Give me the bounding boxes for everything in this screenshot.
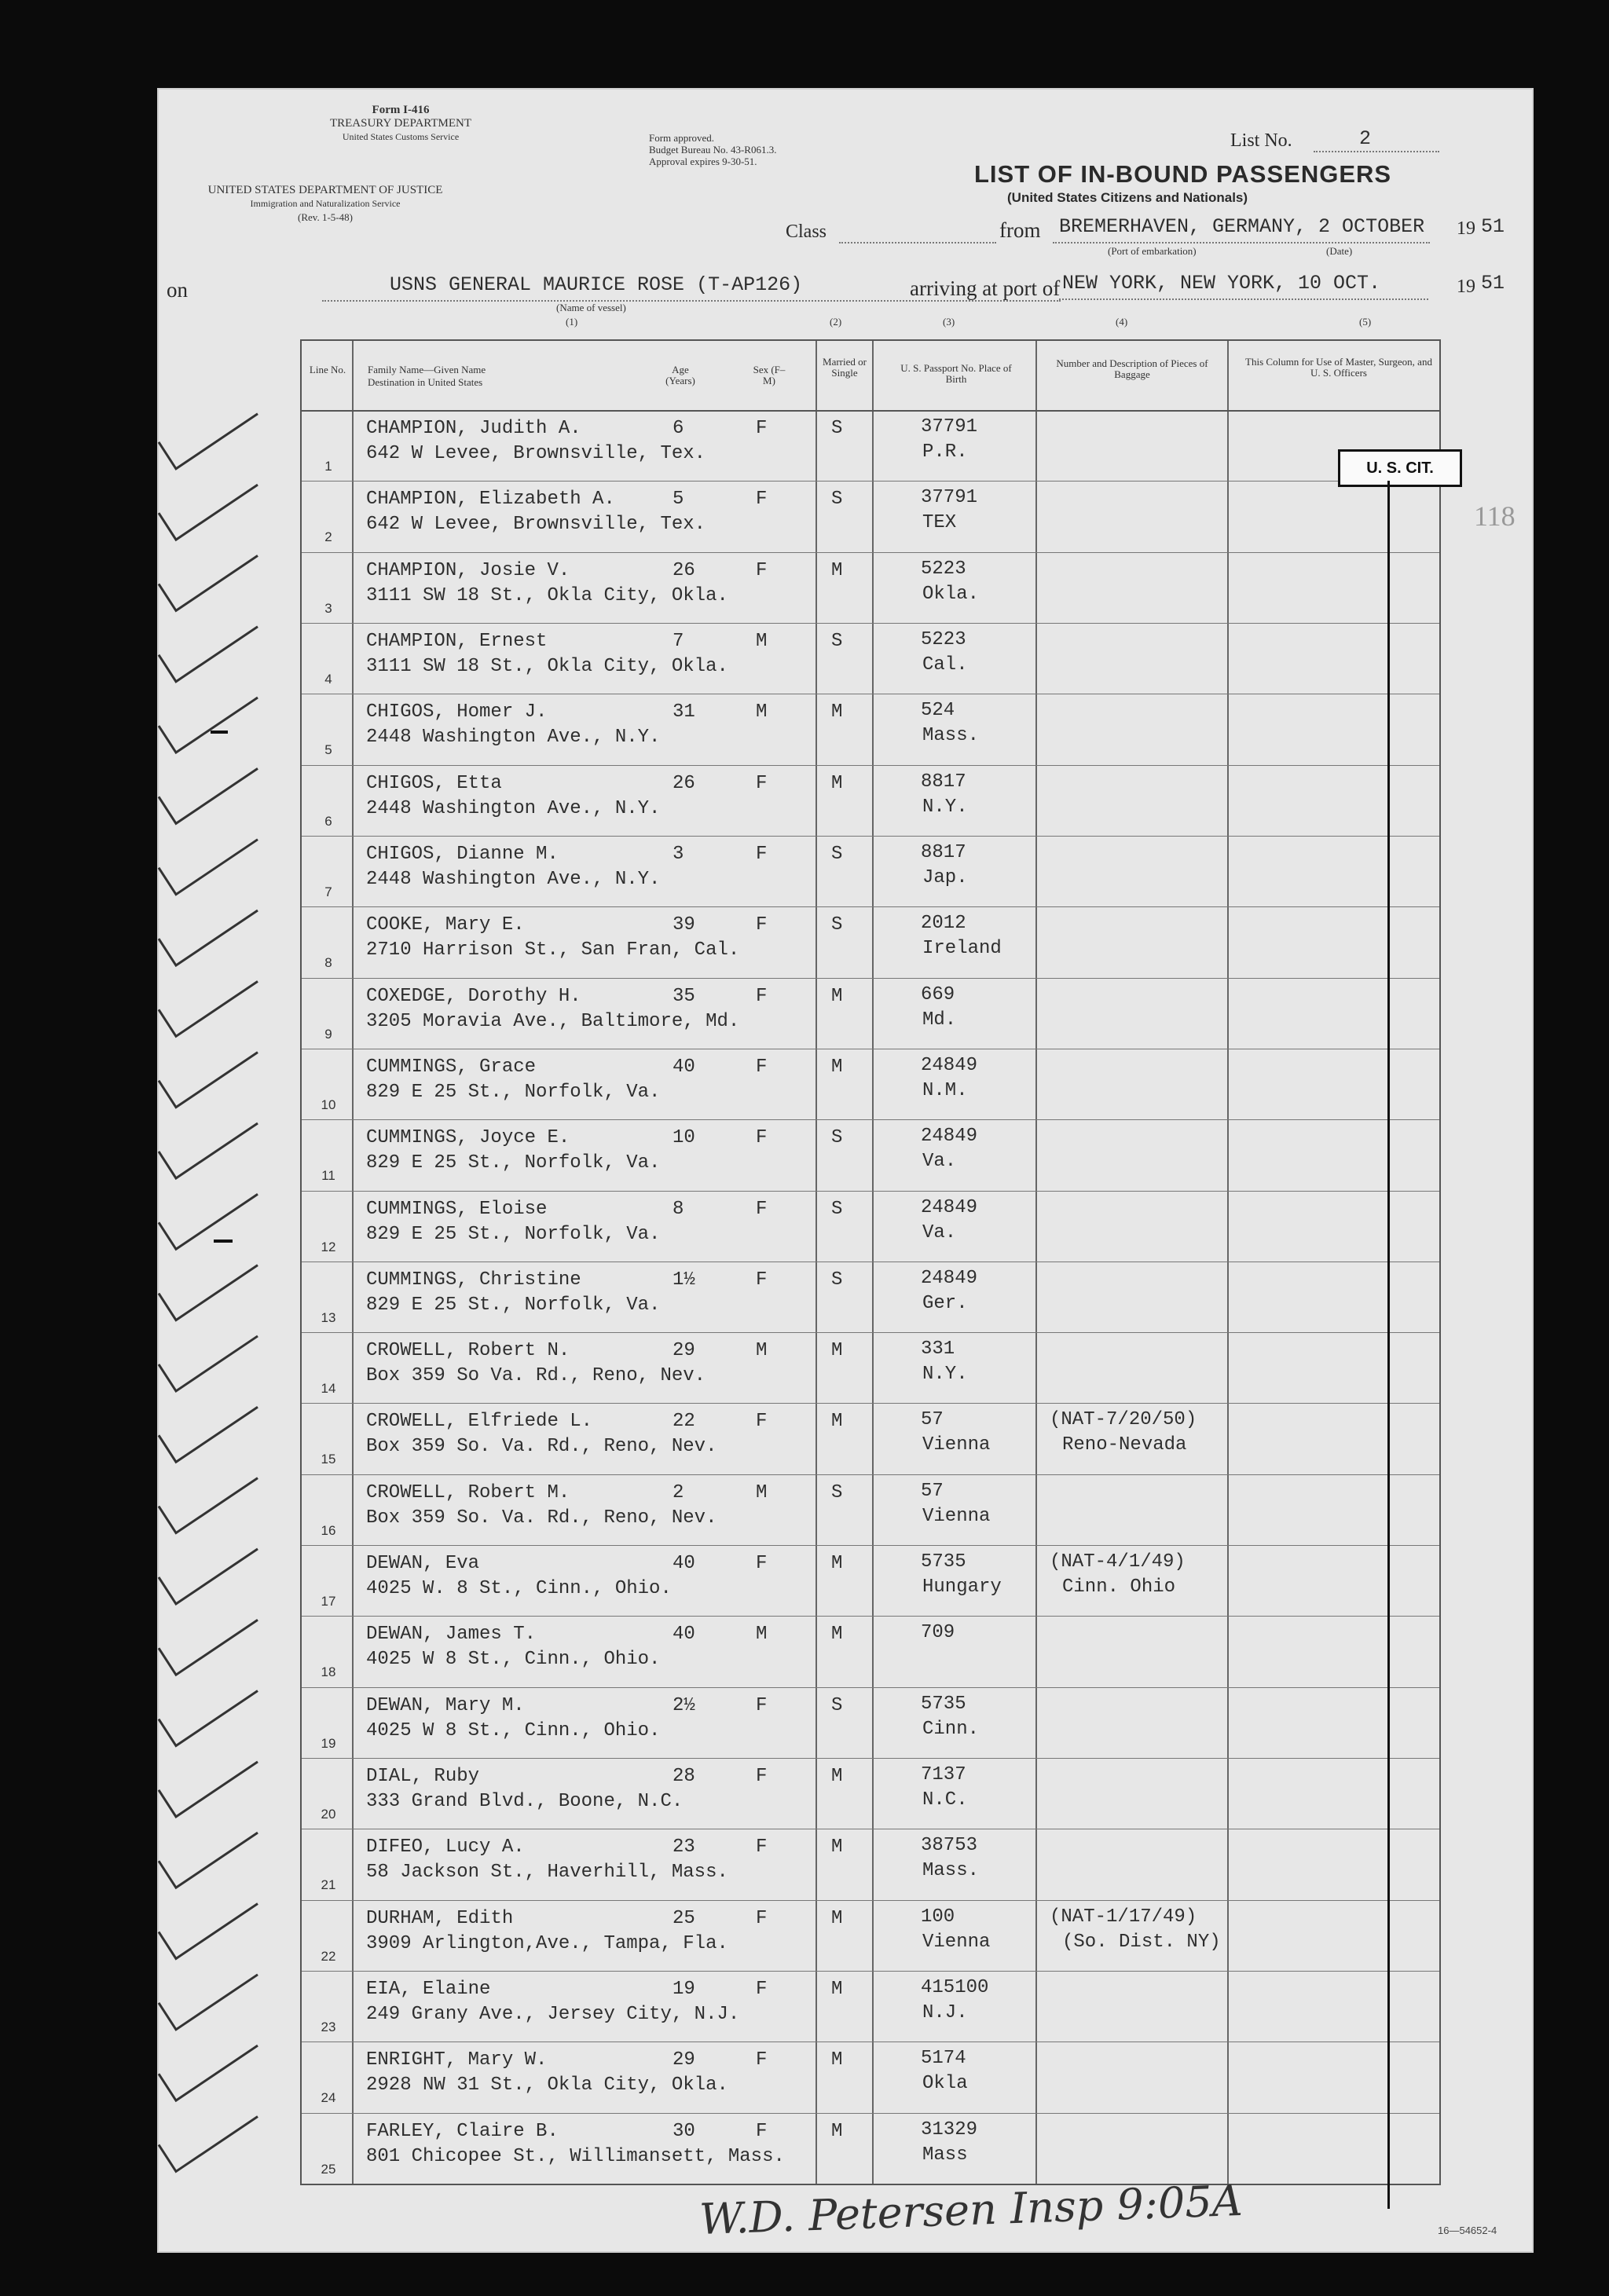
passport-number: 524	[921, 700, 955, 722]
col-num-3: (3)	[943, 316, 955, 328]
passenger-age: 40	[673, 1624, 695, 1646]
passenger-name: EIA, Elaine	[366, 1979, 491, 2001]
place-of-birth: Jap.	[922, 866, 968, 888]
class-label: Class	[786, 222, 827, 242]
passenger-address: 642 W Levee, Brownsville, Tex.	[366, 514, 706, 536]
line-number: 7	[324, 884, 332, 899]
passenger-address: 642 W Levee, Brownsville, Tex.	[366, 443, 706, 464]
passenger-age: 25	[673, 1907, 695, 1929]
col-header-line-no: Line No.	[309, 364, 346, 375]
passenger-name: CUMMINGS, Christine	[366, 1269, 581, 1291]
passport-number: 5735	[921, 1693, 966, 1715]
place-of-birth: Mass	[922, 2144, 968, 2166]
line-number: 9	[324, 1026, 332, 1042]
passenger-sex: M	[756, 1481, 768, 1503]
passenger-address: 58 Jackson St., Haverhill, Mass.	[366, 1862, 728, 1884]
line-number: 3	[324, 600, 332, 616]
marital-status: S	[831, 843, 843, 865]
place-of-birth: Md.	[922, 1009, 957, 1031]
check-mark	[159, 1478, 258, 1533]
marital-status: M	[831, 1553, 843, 1575]
passenger-sex: F	[756, 2120, 768, 2142]
line-number: 8	[324, 955, 332, 971]
marital-status: M	[831, 1340, 843, 1362]
passenger-age: 7	[673, 630, 684, 652]
line-number: 17	[321, 1594, 336, 1609]
passenger-age: 5	[673, 489, 684, 511]
marital-status: S	[831, 1269, 843, 1291]
marital-status: M	[831, 772, 843, 794]
list-no-value: 2	[1359, 127, 1372, 150]
passenger-age: 22	[673, 1411, 695, 1433]
baggage-note-1: (NAT-7/20/50)	[1050, 1409, 1197, 1431]
marital-status: M	[831, 1979, 843, 2001]
passenger-sex: M	[756, 701, 768, 723]
passenger-address: 4025 W. 8 St., Cinn., Ohio.	[366, 1578, 672, 1600]
place-of-birth: Vienna	[922, 1931, 991, 1953]
ins-service: Immigration and Naturalization Service	[250, 198, 401, 209]
passport-number: 8817	[921, 771, 966, 793]
date-caption: (Date)	[1326, 245, 1353, 257]
col-header-married: Married or Single	[823, 356, 867, 379]
passenger-sex: F	[756, 1553, 768, 1575]
passport-number: 24849	[921, 1054, 978, 1076]
passenger-sex: F	[756, 1198, 768, 1220]
manifest-page	[157, 88, 1534, 2253]
line-number: 10	[321, 1097, 336, 1112]
passport-number: 24849	[921, 1196, 978, 1218]
passenger-address: 3205 Moravia Ave., Baltimore, Md.	[366, 1010, 740, 1032]
passenger-address: Box 359 So. Va. Rd., Reno, Nev.	[366, 1436, 717, 1458]
marital-status: S	[831, 418, 843, 439]
place-of-birth: N.J.	[922, 2002, 968, 2024]
passenger-sex: F	[756, 1979, 768, 2001]
passport-number: 7137	[921, 1764, 966, 1786]
col-header-age: Age (Years)	[665, 364, 695, 386]
marital-status: M	[831, 1624, 843, 1646]
passenger-age: 39	[673, 914, 695, 936]
place-of-birth: TEX	[922, 512, 957, 534]
passenger-address: 333 Grand Blvd., Boone, N.C.	[366, 1791, 684, 1813]
us-citizen-stamp: U. S. CIT.	[1338, 449, 1462, 487]
passenger-address: 3909 Arlington,Ave., Tampa, Fla.	[366, 1932, 728, 1954]
line-number: 23	[321, 2020, 336, 2035]
check-mark	[159, 1975, 258, 2030]
embark-caption: (Port of embarkation)	[1108, 245, 1197, 257]
baggage-note-1: (NAT-4/1/49)	[1050, 1551, 1186, 1573]
col-num-1: (1)	[566, 316, 578, 328]
col-header-sex: Sex (F–M)	[753, 364, 786, 386]
passenger-address: 4025 W 8 St., Cinn., Ohio.	[366, 1649, 661, 1671]
check-mark	[159, 2116, 258, 2171]
marital-status: S	[831, 1198, 843, 1220]
line-number: 6	[324, 813, 332, 829]
place-of-birth: Mass.	[922, 1860, 980, 1882]
line-number: 14	[321, 1381, 336, 1397]
marital-status: M	[831, 985, 843, 1007]
check-mark	[159, 627, 258, 682]
col-header-destination: Destination in United States	[368, 376, 483, 388]
passport-number: 415100	[921, 1977, 989, 1999]
passenger-name: CROWELL, Robert N.	[366, 1340, 570, 1362]
place-of-birth: N.M.	[922, 1079, 968, 1101]
passport-number: 37791	[921, 416, 978, 438]
page-title: LIST OF IN-BOUND PASSENGERS	[974, 160, 1392, 188]
passenger-address: 4025 W 8 St., Cinn., Ohio.	[366, 1719, 661, 1741]
passenger-address: 829 E 25 St., Norfolk, Va.	[366, 1081, 661, 1103]
passenger-sex: F	[756, 1127, 768, 1149]
passenger-age: 6	[673, 418, 684, 439]
passenger-name: CUMMINGS, Joyce E.	[366, 1127, 570, 1149]
passenger-name: CHIGOS, Dianne M.	[366, 843, 559, 865]
justice-dept: UNITED STATES DEPARTMENT OF JUSTICE	[207, 184, 443, 196]
customs-service: United States Customs Service	[342, 131, 460, 142]
marital-status: M	[831, 1907, 843, 1929]
line-number: 2	[324, 529, 332, 545]
check-mark	[159, 1762, 258, 1817]
place-of-birth: Hungary	[922, 1576, 1002, 1598]
line-number: 22	[321, 1948, 336, 1964]
col-header-baggage: Number and Description of Pieces of Baggage	[1056, 357, 1208, 380]
passenger-name: DEWAN, James T.	[366, 1624, 537, 1646]
passenger-sex: F	[756, 1056, 768, 1078]
passenger-sex: M	[756, 630, 768, 652]
passenger-name: FARLEY, Claire B.	[366, 2120, 559, 2142]
baggage-note-2: (So. Dist. NY)	[1062, 1931, 1221, 1953]
col-header-passport: U. S. Passport No. Place of Birth	[900, 362, 1012, 385]
page-subtitle: (United States Citizens and Nationals)	[1007, 190, 1248, 205]
line-number: 19	[321, 1735, 336, 1751]
from-label: from	[999, 218, 1041, 242]
passenger-name: DEWAN, Mary M.	[366, 1694, 525, 1716]
place-of-birth: Okla	[922, 2073, 968, 2095]
passenger-sex: F	[756, 1766, 768, 1788]
marital-status: M	[831, 701, 843, 723]
line-number: 1	[324, 459, 332, 474]
passenger-age: 3	[673, 843, 684, 865]
check-mark	[159, 768, 258, 823]
passenger-name: CHIGOS, Homer J.	[366, 701, 548, 723]
passenger-age: 23	[673, 1836, 695, 1858]
marital-status: M	[831, 559, 843, 581]
passenger-age: 40	[673, 1553, 695, 1575]
margin-dash	[214, 1240, 233, 1243]
passenger-age: 19	[673, 1979, 695, 2001]
passenger-sex: F	[756, 1907, 768, 1929]
place-of-birth: Va.	[922, 1151, 957, 1173]
passenger-sex: F	[756, 2049, 768, 2071]
arrival-year: 51	[1481, 272, 1505, 295]
check-mark	[159, 910, 258, 965]
marital-status: M	[831, 1766, 843, 1788]
passenger-address: 829 E 25 St., Norfolk, Va.	[366, 1223, 661, 1245]
arriving-label: arriving at port of	[910, 276, 1061, 300]
check-mark	[159, 1194, 258, 1249]
passenger-name: CUMMINGS, Eloise	[366, 1198, 548, 1220]
check-mark	[159, 1265, 258, 1320]
passenger-name: DIFEO, Lucy A.	[366, 1836, 525, 1858]
passenger-name: COOKE, Mary E.	[366, 914, 525, 936]
passenger-sex: F	[756, 985, 768, 1007]
list-no-label: List No.	[1230, 130, 1292, 151]
marital-status: S	[831, 1694, 843, 1716]
col-num-5: (5)	[1359, 316, 1372, 328]
place-of-birth: Cinn.	[922, 1718, 980, 1740]
marital-status: S	[831, 630, 843, 652]
line-number: 16	[321, 1522, 336, 1538]
margin-number: 118	[1474, 500, 1516, 532]
marital-status: S	[831, 914, 843, 936]
passport-number: 38753	[921, 1835, 978, 1857]
passenger-name: CROWELL, Elfriede L.	[366, 1411, 593, 1433]
passenger-address: 801 Chicopee St., Willimansett, Mass.	[366, 2145, 785, 2167]
passenger-name: DEWAN, Eva	[366, 1553, 480, 1575]
place-of-birth: N.C.	[922, 1789, 968, 1811]
passenger-address: 829 E 25 St., Norfolk, Va.	[366, 1294, 661, 1316]
passenger-sex: F	[756, 1694, 768, 1716]
baggage-note-2: Cinn. Ohio	[1062, 1576, 1176, 1598]
line-number: 5	[324, 742, 332, 758]
passport-number: 2012	[921, 913, 966, 935]
marital-status: S	[831, 1481, 843, 1503]
arrival-year-prefix: 19	[1457, 276, 1475, 297]
check-mark	[159, 1549, 258, 1604]
passenger-address: 3111 SW 18 St., Okla City, Okla.	[366, 584, 728, 606]
baggage-note-2: Reno-Nevada	[1062, 1434, 1187, 1456]
passenger-age: 30	[673, 2120, 695, 2142]
check-mark	[159, 840, 258, 895]
passenger-name: CHAMPION, Elizabeth A.	[366, 489, 615, 511]
print-code: 16—54652-4	[1438, 2225, 1497, 2236]
place-of-birth: Mass.	[922, 725, 980, 747]
check-mark	[159, 1833, 258, 1888]
passenger-age: 29	[673, 2049, 695, 2071]
approval-expires: Approval expires 9-30-51.	[649, 156, 757, 167]
check-mark	[159, 1903, 258, 1958]
passenger-name: CHAMPION, Judith A.	[366, 418, 581, 439]
arrival-port: NEW YORK, NEW YORK, 10 OCT.	[1062, 272, 1381, 295]
on-label: on	[167, 278, 188, 302]
passenger-sex: F	[756, 1269, 768, 1291]
place-of-birth: Vienna	[922, 1505, 991, 1527]
passport-number: 57	[921, 1409, 944, 1431]
passenger-name: CHAMPION, Josie V.	[366, 559, 570, 581]
passenger-sex: M	[756, 1340, 768, 1362]
place-of-birth: N.Y.	[922, 1364, 968, 1386]
passenger-name: COXEDGE, Dorothy H.	[366, 985, 581, 1007]
passenger-age: 8	[673, 1198, 684, 1220]
passport-number: 8817	[921, 841, 966, 863]
place-of-birth: Vienna	[922, 1434, 991, 1456]
passenger-address: 2710 Harrison St., San Fran, Cal.	[366, 939, 740, 961]
budget-bureau: Budget Bureau No. 43-R061.3.	[649, 144, 777, 156]
passenger-sex: F	[756, 1411, 768, 1433]
check-mark	[159, 981, 258, 1036]
passenger-age: 40	[673, 1056, 695, 1078]
inspector-signature: W.D. Petersen Insp 9:05A	[698, 2175, 1244, 2245]
margin-dash	[211, 731, 228, 734]
treasury-dept: TREASURY DEPARTMENT	[329, 117, 472, 130]
passport-number: 100	[921, 1906, 955, 1928]
place-of-birth: N.Y.	[922, 796, 968, 818]
embark-year-prefix: 19	[1457, 218, 1475, 239]
check-mark	[159, 698, 258, 753]
passenger-name: CUMMINGS, Grace	[366, 1056, 537, 1078]
passenger-address: 2448 Washington Ave., N.Y.	[366, 797, 661, 819]
check-mark	[159, 555, 258, 610]
passenger-sex: F	[756, 1836, 768, 1858]
col-header-name: Family Name—Given Name	[368, 364, 486, 375]
check-marks-overlay	[157, 88, 1534, 2253]
check-mark	[159, 485, 258, 540]
place-of-birth: Ger.	[922, 1292, 968, 1314]
revision-date: (Rev. 1-5-48)	[298, 211, 353, 223]
line-number: 21	[321, 1877, 336, 1893]
passenger-address: 2448 Washington Ave., N.Y.	[366, 868, 661, 890]
marital-status: M	[831, 1836, 843, 1858]
vessel-name: USNS GENERAL MAURICE ROSE (T-AP126)	[390, 273, 803, 296]
baggage-note-1: (NAT-1/17/49)	[1050, 1906, 1197, 1928]
passport-number: 24849	[921, 1126, 978, 1148]
passenger-age: 35	[673, 985, 695, 1007]
embark-port: BREMERHAVEN, GERMANY, 2 OCTOBER	[1059, 215, 1425, 238]
place-of-birth: Okla.	[922, 583, 980, 605]
passport-number: 331	[921, 1338, 955, 1360]
place-of-birth: Va.	[922, 1221, 957, 1243]
passport-number: 5174	[921, 2048, 966, 2070]
marital-status: M	[831, 1411, 843, 1433]
passenger-age: 26	[673, 772, 695, 794]
passport-number: 24849	[921, 1267, 978, 1289]
passenger-address: Box 359 So. Va. Rd., Reno, Nev.	[366, 1507, 717, 1529]
passenger-address: 249 Grany Ave., Jersey City, N.J.	[366, 2004, 740, 2026]
passenger-sex: F	[756, 559, 768, 581]
line-number: 18	[321, 1664, 336, 1680]
passenger-name: CHIGOS, Etta	[366, 772, 502, 794]
passenger-age: 2	[673, 1481, 684, 1503]
passenger-name: CROWELL, Robert M.	[366, 1481, 570, 1503]
check-mark	[159, 1620, 258, 1675]
passenger-address: 2928 NW 31 St., Okla City, Okla.	[366, 2074, 728, 2096]
marital-status: S	[831, 489, 843, 511]
line-number: 12	[321, 1239, 336, 1254]
check-mark	[159, 1053, 258, 1108]
passenger-sex: M	[756, 1624, 768, 1646]
marital-status: M	[831, 1056, 843, 1078]
passenger-address: 829 E 25 St., Norfolk, Va.	[366, 1152, 661, 1174]
line-number: 4	[324, 671, 332, 687]
passenger-sex: F	[756, 489, 768, 511]
place-of-birth: P.R.	[922, 441, 968, 463]
check-mark	[159, 2045, 258, 2100]
embark-year: 51	[1481, 215, 1505, 238]
passenger-sex: F	[756, 418, 768, 439]
line-number: 15	[321, 1452, 336, 1467]
marital-status: S	[831, 1127, 843, 1149]
vessel-caption: (Name of vessel)	[556, 302, 626, 313]
passport-number: 5223	[921, 558, 966, 580]
marital-status: M	[831, 2120, 843, 2142]
passport-number: 669	[921, 983, 955, 1005]
check-mark	[159, 1407, 258, 1462]
check-mark	[159, 414, 258, 469]
passenger-name: DURHAM, Edith	[366, 1907, 514, 1929]
line-number: 13	[321, 1309, 336, 1325]
passenger-age: 28	[673, 1766, 695, 1788]
passenger-sex: F	[756, 843, 768, 865]
check-mark	[159, 1123, 258, 1178]
passenger-age: 2½	[673, 1694, 695, 1716]
form-number: Form I-416	[372, 104, 430, 116]
passenger-sex: F	[756, 914, 768, 936]
col-header-officers: This Column for Use of Master, Surgeon, and U. S. Officers	[1245, 356, 1432, 379]
line-number: 25	[321, 2161, 336, 2177]
line-number: 24	[321, 2090, 336, 2106]
passenger-name: ENRIGHT, Mary W.	[366, 2049, 548, 2071]
passport-number: 31329	[921, 2118, 978, 2140]
check-mark	[159, 1336, 258, 1391]
passenger-age: 10	[673, 1127, 695, 1149]
passenger-age: 26	[673, 559, 695, 581]
passenger-name: CHAMPION, Ernest	[366, 630, 548, 652]
passport-number: 57	[921, 1480, 944, 1502]
passenger-sex: F	[756, 772, 768, 794]
passenger-address: Box 359 So Va. Rd., Reno, Nev.	[366, 1365, 706, 1387]
col-num-4: (4)	[1116, 316, 1128, 328]
passenger-age: 1½	[673, 1269, 695, 1291]
col-num-2: (2)	[830, 316, 842, 328]
line-number: 20	[321, 1807, 336, 1822]
passenger-address: 3111 SW 18 St., Okla City, Okla.	[366, 655, 728, 677]
passport-number: 5223	[921, 628, 966, 650]
passenger-age: 29	[673, 1340, 695, 1362]
passenger-address: 2448 Washington Ave., N.Y.	[366, 727, 661, 749]
form-approved: Form approved.	[649, 132, 715, 144]
passenger-age: 31	[673, 701, 695, 723]
passport-number: 709	[921, 1622, 955, 1644]
passport-number: 5735	[921, 1551, 966, 1573]
line-number: 11	[321, 1168, 335, 1184]
check-mark	[159, 1691, 258, 1746]
place-of-birth: Cal.	[922, 654, 968, 676]
passport-number: 37791	[921, 487, 978, 509]
place-of-birth: Ireland	[922, 938, 1002, 960]
marital-status: M	[831, 2049, 843, 2071]
passenger-name: DIAL, Ruby	[366, 1766, 480, 1788]
